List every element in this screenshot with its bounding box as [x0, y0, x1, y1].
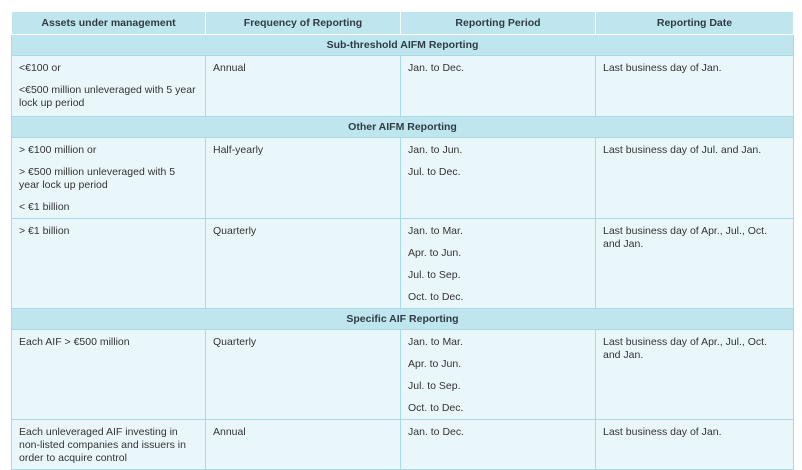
- date-cell: Last business day of Apr., Jul., Oct. and Jan.: [596, 330, 794, 420]
- date-cell: Last business day of Apr., Jul., Oct. and Jan.: [596, 219, 794, 309]
- assets-line: < €1 billion: [19, 201, 70, 213]
- frequency-cell: Quarterly: [206, 330, 401, 420]
- frequency-cell: Annual: [206, 56, 401, 117]
- period-line: Jan. to Jun.: [408, 144, 463, 156]
- date-cell: Last business day of Jan.: [596, 56, 794, 117]
- assets-cell: [12, 138, 206, 219]
- period-line: Jul. to Sep.: [408, 380, 461, 392]
- period-line: Apr. to Jun.: [408, 358, 462, 370]
- section-row: [12, 35, 794, 56]
- assets-line: > €100 million or: [19, 144, 97, 156]
- frequency-cell: Half-yearly: [206, 138, 401, 219]
- header-assets: Assets under management: [12, 12, 206, 35]
- period-line: Oct. to Dec.: [408, 291, 464, 303]
- period-line: Jan. to Dec.: [408, 62, 465, 74]
- period-line: Apr. to Jun.: [408, 247, 462, 259]
- period-line: Jul. to Sep.: [408, 269, 461, 281]
- period-line: Jul. to Dec.: [408, 166, 461, 178]
- table-row: [12, 330, 794, 420]
- assets-line: <€500 million unleveraged with 5 year lock up period: [19, 84, 196, 109]
- section-row: [12, 117, 794, 138]
- assets-line: > €500 million unleveraged with 5 year lock up period: [19, 166, 176, 191]
- section-title: Other AIFM Reporting: [12, 117, 794, 138]
- frequency-cell: Quarterly: [206, 219, 401, 309]
- reporting-table: [11, 11, 794, 470]
- period-line: Jan. to Dec.: [408, 426, 465, 438]
- assets-cell: [12, 219, 206, 309]
- section-title: Specific AIF Reporting: [12, 309, 794, 330]
- header-period: Reporting Period: [401, 12, 596, 35]
- table-row: [12, 56, 794, 117]
- period-line: Jan. to Mar.: [408, 336, 463, 348]
- period-line: Oct. to Dec.: [408, 402, 464, 414]
- table-row: [12, 420, 794, 470]
- assets-cell: [12, 56, 206, 117]
- table-row: [12, 138, 794, 219]
- period-line: Jan. to Mar.: [408, 225, 463, 237]
- period-cell: [401, 420, 596, 470]
- assets-line: Each AIF > €500 million: [19, 336, 130, 348]
- assets-line: > €1 billion: [19, 225, 70, 237]
- header-frequency: Frequency of Reporting: [206, 12, 401, 35]
- assets-line: <€100 or: [19, 62, 61, 74]
- date-cell: Last business day of Jan.: [596, 420, 794, 470]
- table-row: [12, 219, 794, 309]
- date-cell: Last business day of Jul. and Jan.: [596, 138, 794, 219]
- assets-cell: [12, 420, 206, 470]
- period-cell: [401, 330, 596, 420]
- header-row: [12, 12, 794, 35]
- period-cell: [401, 219, 596, 309]
- section-row: [12, 309, 794, 330]
- header-date: Reporting Date: [596, 12, 794, 35]
- assets-cell: [12, 330, 206, 420]
- period-cell: [401, 56, 596, 117]
- period-cell: [401, 138, 596, 219]
- assets-line: Each unleveraged AIF investing in non-listed companies and issuers in order to acquire control: [19, 426, 186, 464]
- frequency-cell: Annual: [206, 420, 401, 470]
- section-title: Sub-threshold AIFM Reporting: [12, 35, 794, 56]
